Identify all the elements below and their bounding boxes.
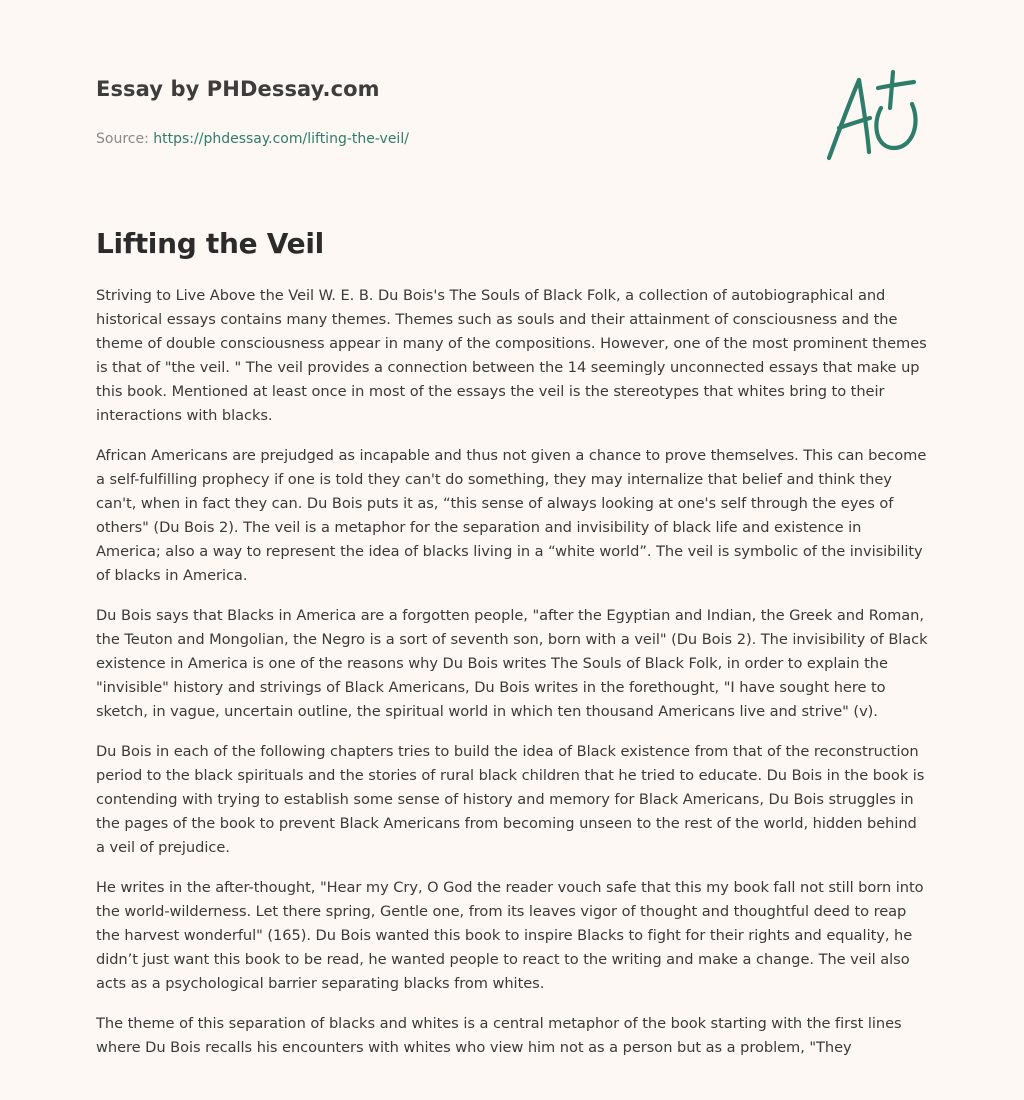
a-plus-icon [822,68,926,164]
source-line [96,129,796,149]
paragraph: The theme of this separation of blacks and whites is a central metaphor of the book starting with the first lines where Du Bois recalls his encounters with whites who view him not as a person but as a problem, "They [96,1015,902,1056]
brand-title: Essay by PHDessay.com [96,77,380,101]
paragraph: He writes in the after-thought, "Hear my Cry, O God the reader vouch safe that this my book fall not still born into the world-wilderness. Let there spring, Gentle one, from its leaves vigor of thought and thoughtful deed to reap the harvest wonderful" (165). Du Bois wanted this book to inspire Blacks to fight for their rights and equality, he didn’t just want this book to be read, he wanted people to react to the writing and make a change. The veil also acts as a psychological barrier separating blacks from whites. [96,879,924,992]
paragraph: Striving to Live Above the Veil W. E. B. Du Bois's The Souls of Black Folk, a collection of autobiographical and historical essays contains many themes. Themes such as souls and their attainment of consciousness and the theme of double consciousness appear in many of the compositions. However, one of the most prominent themes is that of "the veil. " The veil provides a connection between the 14 seemingly unconnected essays that make up this book. Mentioned at least once in most of the essays the veil is the stereotypes that whites bring to their interactions with blacks. [96,287,927,424]
source-label: Source: [96,131,154,147]
document-header [96,74,796,149]
article-body [96,284,928,1076]
article-title: Lifting the Veil [96,227,324,260]
paragraph: African Americans are prejudged as incapable and thus not given a chance to prove themselves. This can become a self-fulfilling prophecy if one is told they can't do something, they may internalize that belief and think they can't, when in fact they can. Du Bois puts it as, “this sense of always looking at one's self through the eyes of others" (Du Bois 2). The veil is a metaphor for the separation and invisibility of black life and existence in America; also a way to represent the idea of blacks living in a “white world”. The veil is symbolic of the invisibility of blacks in America. [96,447,927,584]
paragraph: Du Bois says that Blacks in America are a forgotten people, "after the Egyptian and Indian, the Greek and Roman, the Teuton and Mongolian, the Negro is a sort of seventh son, born with a veil" (Du Bois 2). The invisibility of Black existence in America is one of the reasons why Du Bois writes The Souls of Black Folk, in order to explain the "invisible" history and strivings of Black Americans, Du Bois writes in the forethought, "I have sought here to sketch, in vague, uncertain outline, the spiritual world in which ten thousand Americans live and strive" (v). [96,607,928,720]
source-link[interactable]: https://phdessay.com/lifting-the-veil/ [153,131,409,147]
paragraph: Du Bois in each of the following chapters tries to build the idea of Black existence from that of the reconstruction period to the black spirituals and the stories of rural black children that he tried to educate. Du Bois in the book is contending with trying to establish some sense of history and memory for Black Americans, Du Bois struggles in the pages of the book to prevent Black Americans from becoming unseen to the rest of the world, hidden behind a veil of prejudice. [96,743,925,856]
